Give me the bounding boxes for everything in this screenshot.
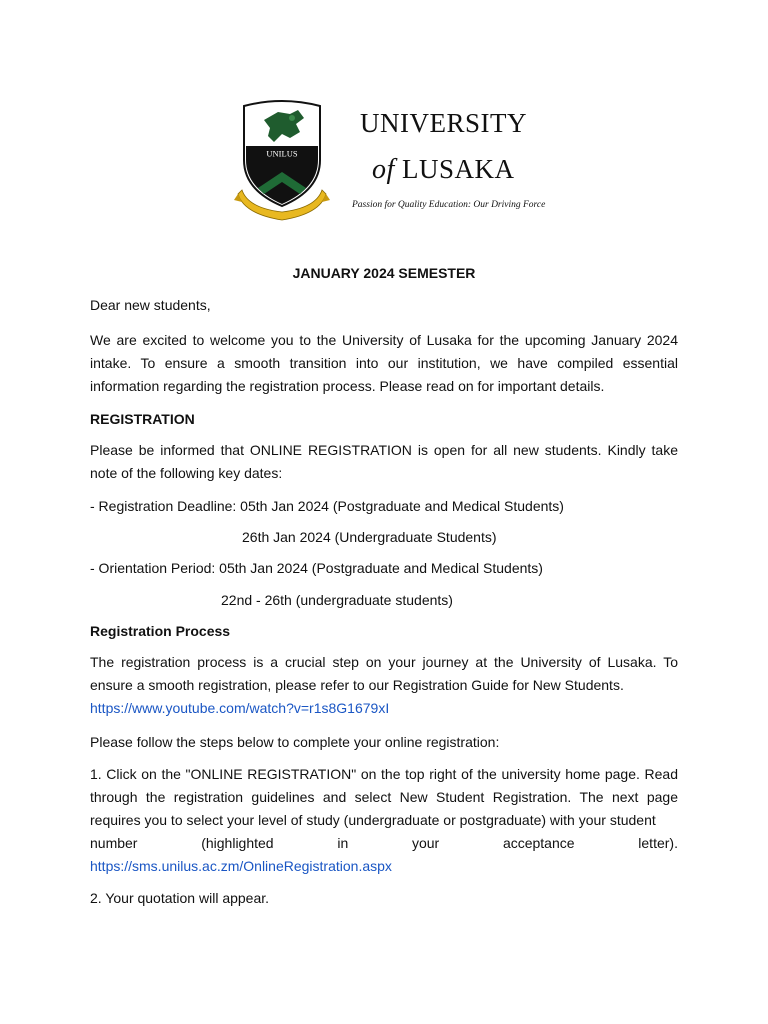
step-1-word: in [337, 835, 349, 851]
step-2-block [90, 887, 678, 910]
intro-block [90, 329, 678, 398]
orientation-line-2: 22nd - 26th (undergraduate students) [221, 592, 453, 608]
registration-process-paragraph: The registration process is a crucial step on your journey at the University of Lusaka. To ensure a smooth registration, please refer to our Registration Guide for New Students. [90, 654, 678, 693]
letterhead [0, 0, 768, 240]
step-1-last-line [90, 832, 678, 855]
online-registration-link[interactable]: https://sms.unilus.ac.zm/OnlineRegistration.aspx [90, 858, 392, 874]
step-2-paragraph: 2. Your quotation will appear. [90, 890, 270, 906]
registration-process-heading: Registration Process [90, 623, 231, 639]
wordmark-lusaka-line [372, 154, 515, 186]
orientation-block-2 [90, 589, 678, 612]
crest-label: UNILUS [266, 148, 298, 159]
step-1-word: number [90, 835, 138, 851]
step-1-word: your [411, 835, 440, 851]
university-tagline: Passion for Quality Education: Our Driving Force [352, 200, 546, 210]
wordmark-of: of [372, 154, 395, 185]
registration-guide-link[interactable]: https://www.youtube.com/watch?v=r1s8G1679xI [90, 700, 390, 716]
step-1-word: acceptance [502, 835, 575, 851]
step-1-word: letter). [638, 835, 678, 851]
orientation-block [90, 557, 678, 580]
process-heading-block [90, 621, 678, 641]
semester-title: JANUARY 2024 SEMESTER [292, 265, 476, 281]
deadline-line-1: - Registration Deadline: 05th Jan 2024 (Postgraduate and Medical Students) [90, 498, 564, 514]
registration-heading: REGISTRATION [90, 411, 195, 427]
semester-title-block [90, 258, 678, 282]
wordmark-university: UNIVERSITY [360, 108, 527, 138]
unilus-crest-logo [234, 98, 330, 226]
deadline-block [90, 495, 678, 518]
registration-paragraph: Please be informed that ONLINE REGISTRATION is open for all new students. Kindly take note of the following key dates: [90, 442, 678, 481]
steps-intro: Please follow the steps below to complete your online registration: [90, 734, 500, 750]
wordmark-lusaka: LUSAKA [402, 154, 515, 184]
step-1-block [90, 763, 678, 878]
greeting: Dear new students, [90, 297, 211, 313]
registration-text-block [90, 439, 678, 485]
deadline-line-2: 26th Jan 2024 (Undergraduate Students) [242, 529, 497, 545]
orientation-line-1: - Orientation Period: 05th Jan 2024 (Postgraduate and Medical Students) [90, 560, 543, 576]
step-1-word: (highlighted [201, 835, 274, 851]
step-1-paragraph: 1. Click on the "ONLINE REGISTRATION" on the top right of the university home page. Read through the registration guidelines and select New Student Registration. The next page requires you to select your level of study (undergraduate or postgraduate) with your student [90, 766, 678, 828]
university-wordmark [350, 108, 580, 218]
deadline-block-2 [90, 526, 678, 549]
process-text-block [90, 651, 678, 720]
steps-intro-block [90, 731, 678, 754]
intro-paragraph: We are excited to welcome you to the University of Lusaka for the upcoming January 2024 intake. To ensure a smooth transition into our institution, we have compiled essential information regarding the registration process. Please read on for important details. [90, 332, 678, 394]
greeting-block [90, 294, 678, 317]
registration-heading-block [90, 409, 678, 429]
